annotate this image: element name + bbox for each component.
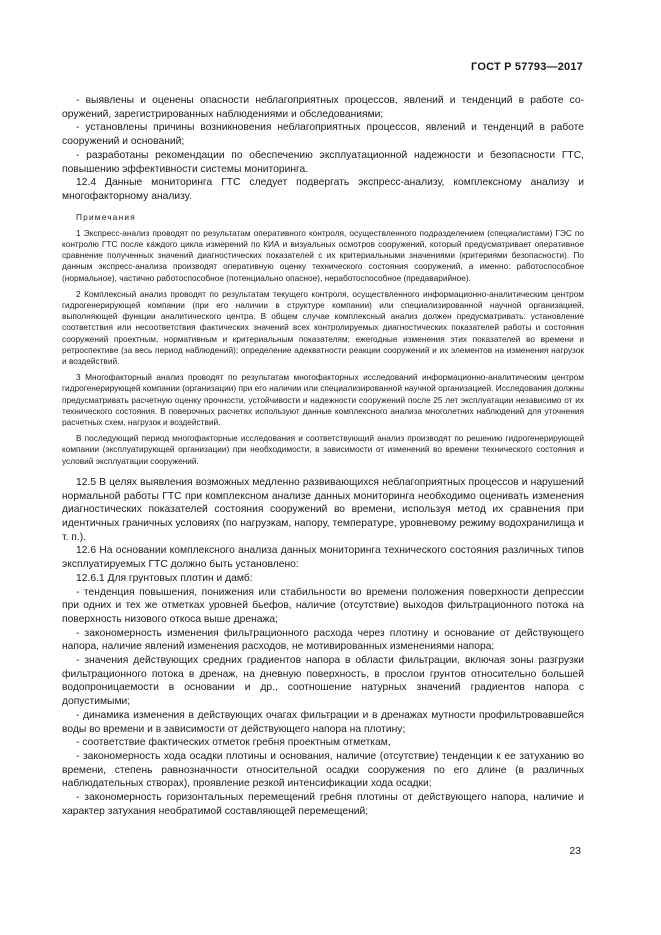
clause-12-6-1: 12.6.1 Для грунтовых плотин и дамб:: [76, 572, 253, 584]
clause-12-5: 12.5 В целях выявления возможных медленно развивающихся неблагоприятных процессов и нарушений нормальной работы ГТС при комплексном анализе данных мониторинга необходимо оценивать изменения диагностических показателей состояния сооружений во времени, используя метод их сравнения при идентичных граничных условиях (по нагрузкам, напору, температуре, уровневому режиму водохранилища и т. п.).: [62, 476, 584, 543]
bullet-paragraph: - соответствие фактических отметок гребня проектным отметкам,: [76, 737, 391, 749]
bullet-paragraph: - тенденция повышения, понижения или стабильности во времени положения поверхности депрессии при одних и тех же отметках уровней бьефов, наличие (отсутствие) выходов фильтрационного потока на поверхность низового откоса выше дренажа;: [62, 586, 584, 625]
bullet-paragraph: - закономерность изменения фильтрационного расхода через плотину и основание от действующего напора, наличие явлений изменения расходов, не мотивированных изменениями напора;: [62, 627, 584, 653]
clause-12-4: 12.4 Данные мониторинга ГТС следует подвергать экспресс-анализу, комплексному анализу и многофакторному анализу.: [62, 177, 584, 202]
bullet-paragraph: - выявлены и оценены опасности неблагоприятных процессов, явлений и тенденций в работе сооружений, зарегистрированных наблюдениями и обследованиями;: [62, 95, 584, 120]
page-number: 23: [569, 845, 581, 857]
note-item: 3 Многофакторный анализ проводят по результатам многофакторных исследований информационно-аналитическим центром гидрогенерирующей компании (организации) при его наличии или специализированной научной организацией. Исследования должны предусматривать расчетную оценку прочности, устойчивости и надежности сооружений после 25 лет эксплуатации независимо от их технического состояния. В поверочных расчетах используют данные комплексного анализа многолетних наблюдений для уточнения расчетных схем, нагрузок и воздействий.: [62, 372, 584, 428]
bullet-paragraph: - закономерность горизонтальных перемещений гребня плотины от действующего напора, наличие и характер затухания необратимой составляющей перемещений;: [62, 792, 584, 817]
bullet-paragraph: - установлены причины возникновения неблагоприятных процессов, явлений и тенденций в работе сооружений и оснований;: [62, 122, 584, 148]
note-item: 1 Экспресс-анализ проводят по результатам оперативного контроля, осуществленного подразделением (специалистами) ГЭС по контролю ГТС после каждого цикла измерений по КИА и визуальных осмотров сооружений, который предусматривает оперативное сравнение полученных значений диагностических показателей с их критериальными значениями (критериями безопасности). По данным экспресс-анализа производят оперативную оценку технического состояния сооружений, а именно: работоспособное (нормальное), частично работоспособное (потенциально опасное), неработоспособное (предаварийное).: [62, 227, 584, 283]
bullet-paragraph: - разработаны рекомендации по обеспечению эксплуатационной надежности и безопасности ГТС, повышению эффективности системы мониторинга.: [62, 149, 584, 175]
bullet-paragraph: - закономерность хода осадки плотины и основания, наличие (отсутствие) тенденции к ее затуханию во времени, степень равнозначности относительной осадки сооружения по его длине (в различных наблюдательных створах), проявление резкой интенсификации хода осадки;: [62, 750, 584, 790]
page-content: [62, 94, 584, 818]
document-code-header: ГОСТ Р 57793—2017: [471, 61, 583, 73]
section-a: [62, 94, 584, 204]
bullet-paragraph: - динамика изменения в действующих очагах фильтрации и в дренажах мутности профильтровавшейся воды во времени и в зависимости от действующего напора на плотину;: [62, 709, 584, 735]
notes-title: Примечания: [76, 211, 136, 222]
note-item: 2 Комплексный анализ проводят по результатам текущего контроля, осуществленного информационно-аналитическим центром гидрогенерирующей компании (при его наличии в структуре компании) или специализированной научной организацией, выполняющей функции аналитического центра. В общем случае комплексный анализ должен предусматривать: установление соответствия или несоответствия фактических значений всех контролируемых диагностических показателей работы и состояния сооружений проектным, нормативным и критериальным показателям; ежегодные изменения этих показателей во времени и ретроспективе (за весь период наблюдений); определение адекватности реакции сооружений и их элементов на изменения нагрузок и воздействий.: [62, 288, 584, 367]
note-item: В последующий период многофакторные исследования и соответствующий анализ производят по решению гидрогенерирующей компании (эксплуатирующей организации) при необходимости, в зависимости от изменений во времени технического состояния и условий эксплуатации сооружений.: [62, 433, 584, 466]
bullet-paragraph: - значения действующих средних градиентов напора в области фильтрации, включая зоны разгрузки фильтрационного потока в дренаж, на дневную поверхность, в прослои грунтов относительно большей водопроницаемости в основании и др., соотношение натурных значений градиентов напора с допустимыми;: [62, 655, 584, 708]
clause-12-6: 12.6 На основании комплексного анализа данных мониторинга технического состояния различных типов эксплуатируемых ГТС должно быть установлено:: [62, 545, 584, 571]
section-b: [62, 476, 584, 819]
notes-block: [62, 212, 584, 467]
